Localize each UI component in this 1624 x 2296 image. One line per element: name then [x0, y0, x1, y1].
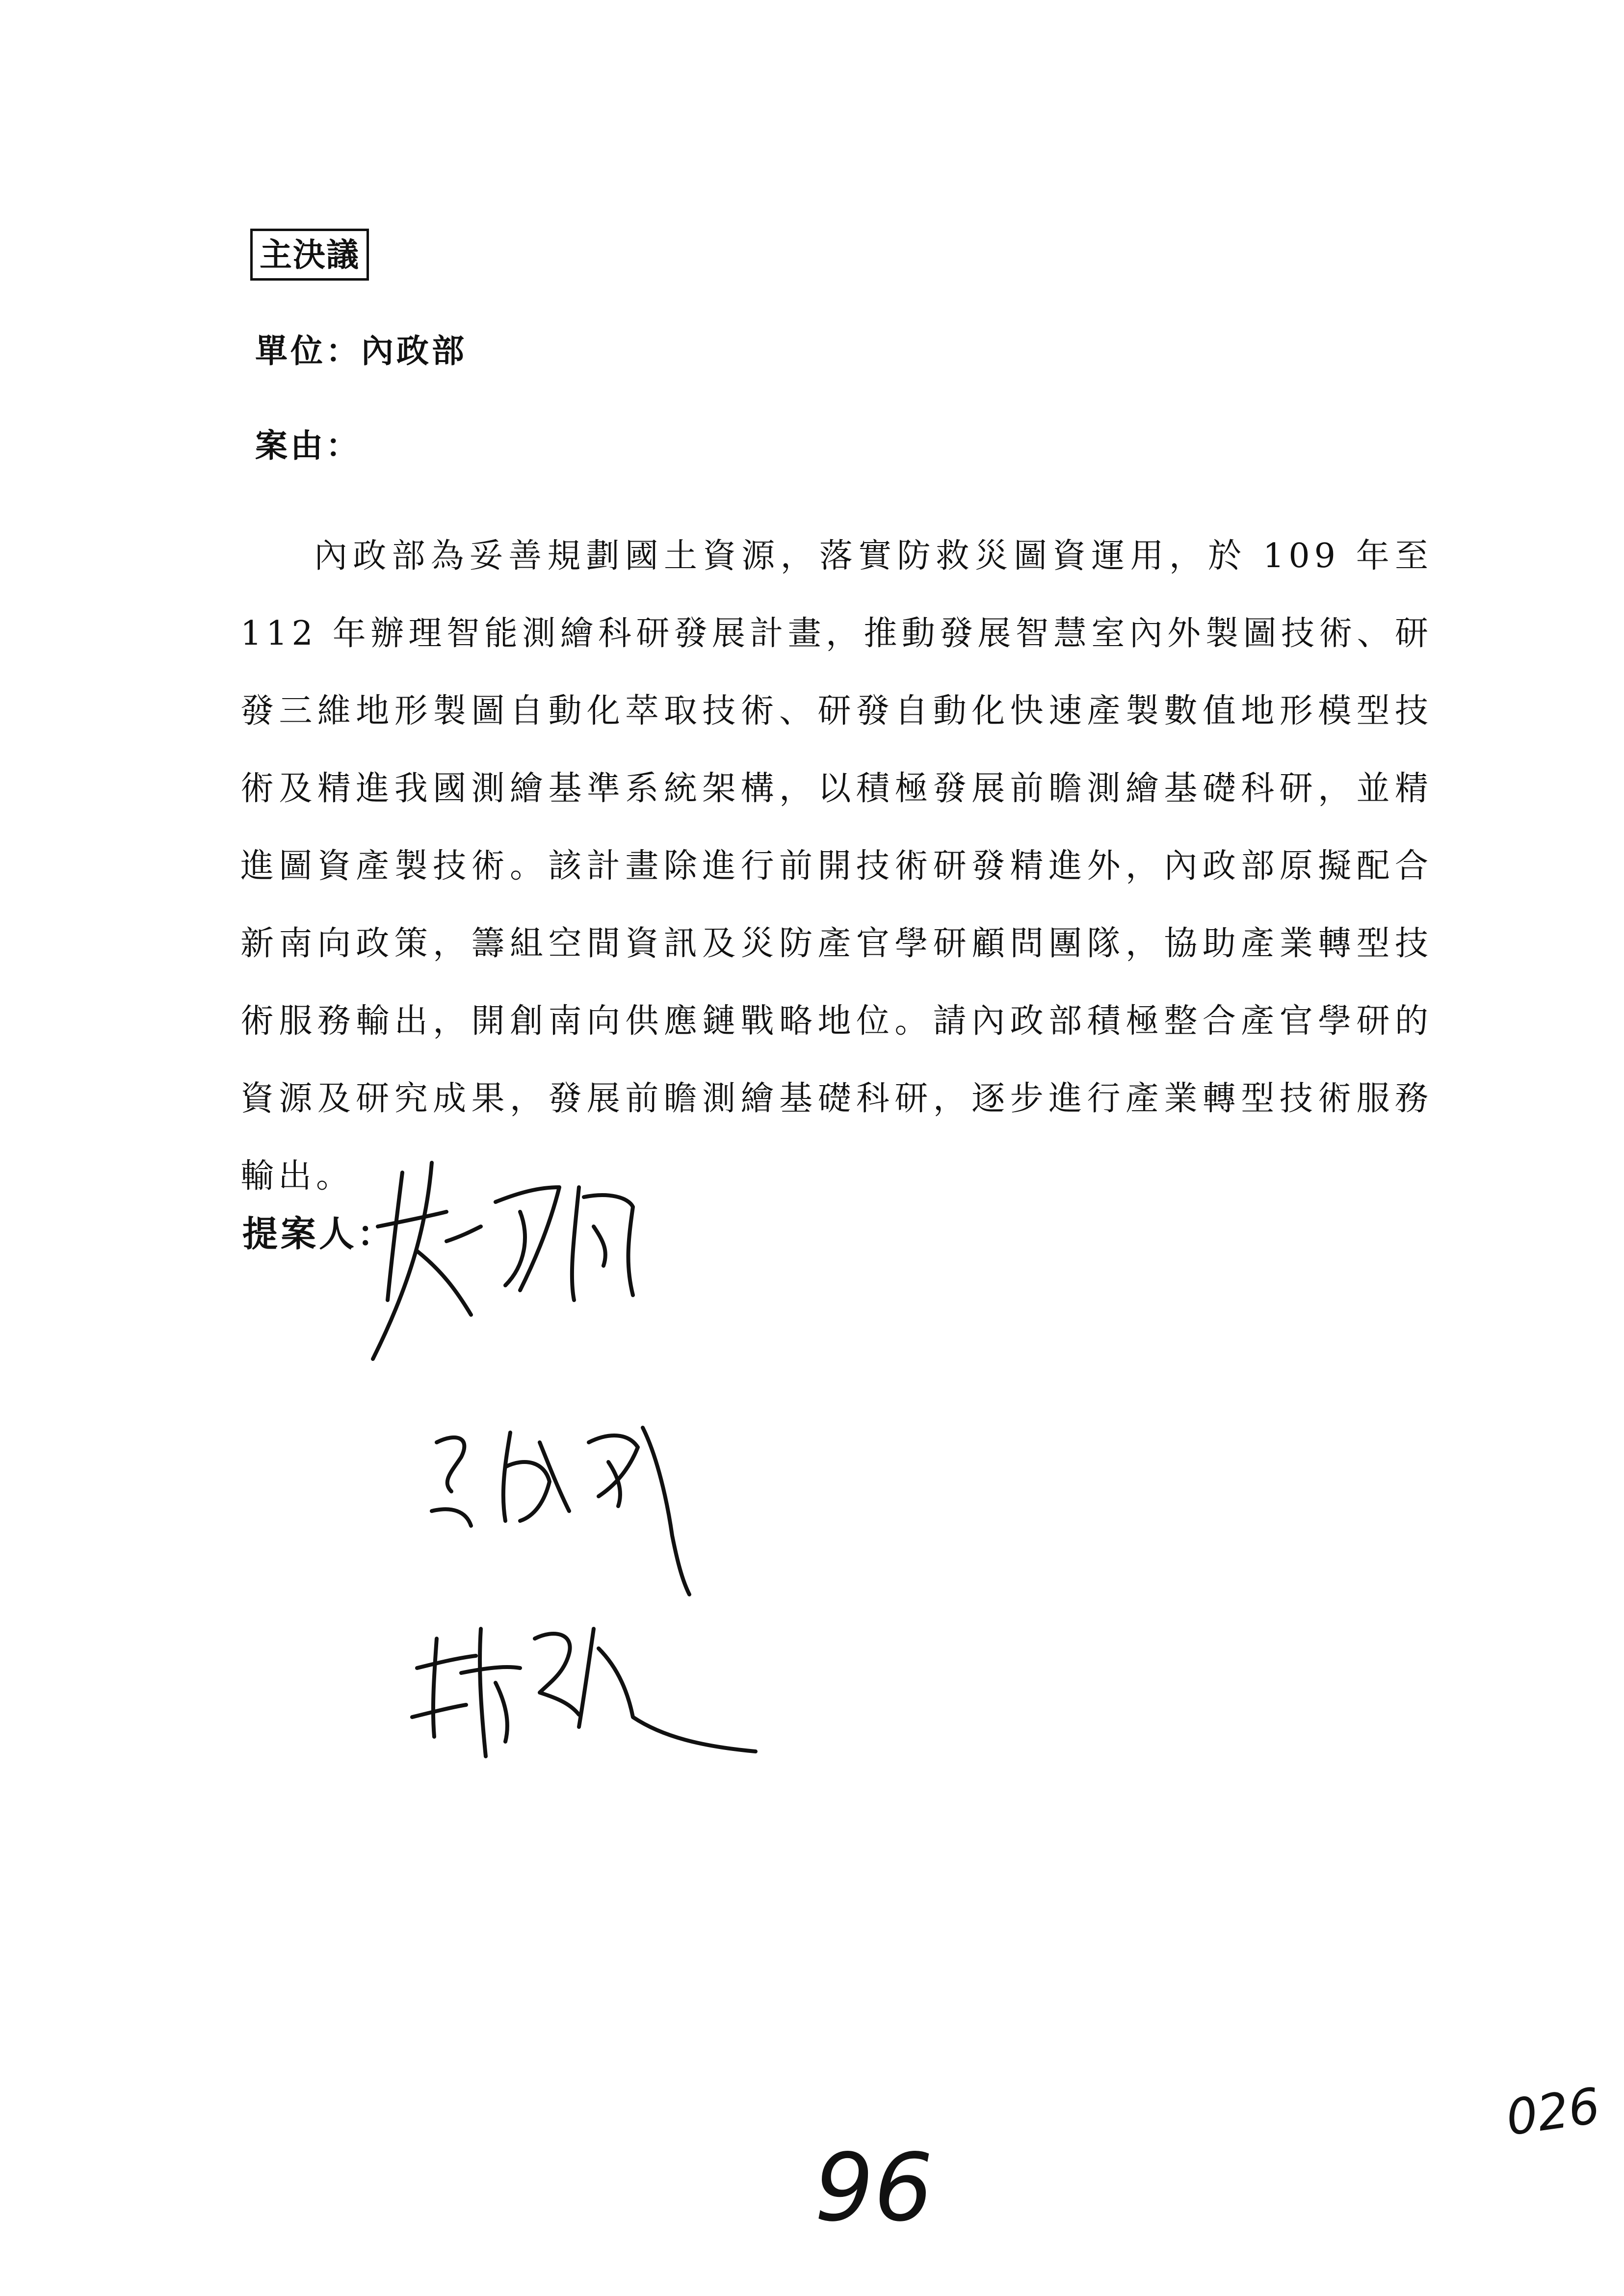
unit-line: 單位：內政部: [255, 332, 467, 370]
signature-3: [407, 1609, 760, 1766]
page-number: 96: [814, 2134, 933, 2242]
case-label: 案由：: [255, 426, 361, 465]
corner-handwritten-number: 026: [1502, 2077, 1604, 2147]
case-body-paragraph: 內政部為妥善規劃國土資源，落實防救災圖資運用，於 109 年至 112 年辦理智能測繪科研發展計畫，推動發展智慧室內外製圖技術、研發三維地形製圖自動化萃取技術、研發自動化快速產製數值地形模型技術及精進我國測繪基準系統架構，以積極發展前瞻測繪基礎科研，並精進圖資產製技術。該計畫除進行前開技術研發精進外，內政部原擬配合新南向政策，籌組空間資訊及災防產官學研顧問團隊，協助產業轉型技術服務輸出，開創南向供應鏈戰略地位。請內政部積極整合產官學研的資源及研究成果，發展前瞻測繪基礎科研，逐步進行產業轉型技術服務輸出。: [240, 537, 1433, 1196]
signature-1: [373, 1153, 648, 1359]
signature-2: [422, 1413, 697, 1599]
resolution-type-tag: 主決議: [250, 229, 369, 281]
proposer-label: 提案人：: [242, 1213, 396, 1254]
